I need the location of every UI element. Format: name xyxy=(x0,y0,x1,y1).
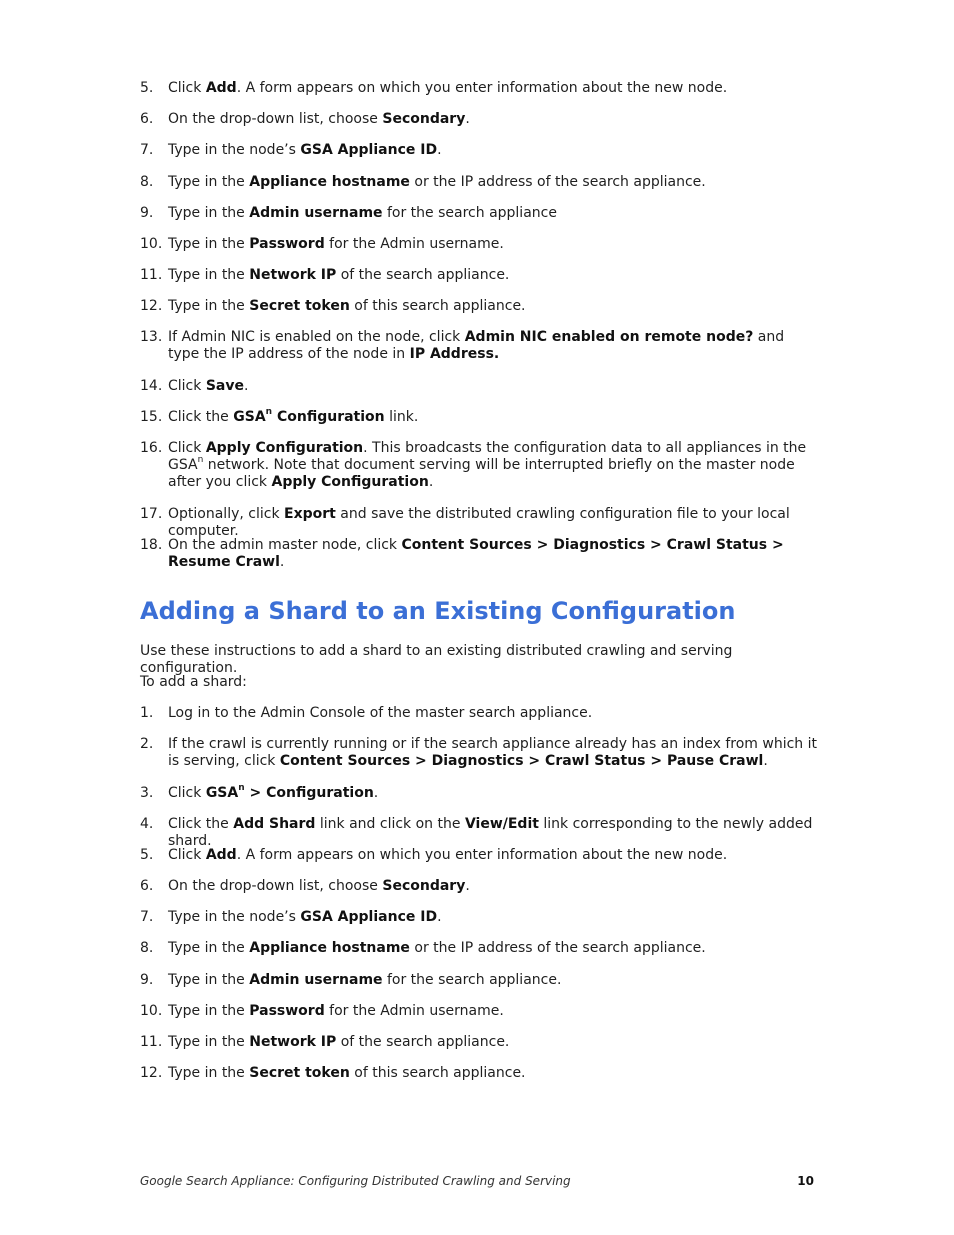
text-run: . xyxy=(763,753,768,769)
list-item-text xyxy=(168,111,818,128)
bold-term: Apply Configuration xyxy=(205,440,364,456)
bold-term: Network IP xyxy=(249,1034,337,1050)
list-item-number: 5. xyxy=(140,847,154,863)
list-item-number: 6. xyxy=(140,111,154,127)
text-run: Type in the xyxy=(168,1003,250,1019)
list-item-number: 6. xyxy=(140,878,154,894)
bold-term: Secret token xyxy=(249,1065,350,1081)
bold-term: Appliance hostname xyxy=(249,174,410,190)
text-run: for the search appliance xyxy=(382,205,557,221)
list-item-text xyxy=(168,940,818,957)
list-item-number: 2. xyxy=(140,736,154,752)
bold-term: GSA xyxy=(205,785,239,801)
text-run: Type in the node’s xyxy=(168,909,301,925)
list-item-text xyxy=(168,878,818,895)
bold-term: > Configuration xyxy=(244,785,374,801)
list-item-text xyxy=(168,1003,818,1020)
list-item-number: 9. xyxy=(140,972,154,988)
text-run: On the admin master node, click xyxy=(168,537,402,553)
list-item-number: 7. xyxy=(140,142,154,158)
text-run: . A form appears on which you enter information about the new node. xyxy=(236,80,728,96)
text-run: Log in to the Admin Console of the master search appliance. xyxy=(168,705,593,721)
list-item-number: 18. xyxy=(140,537,163,553)
bold-term: IP Address. xyxy=(409,346,500,362)
bold-term: Appliance hostname xyxy=(249,940,410,956)
text-run: Type in the xyxy=(168,236,250,252)
list-item-text xyxy=(168,847,818,864)
text-run: Optionally, click xyxy=(168,506,284,522)
bold-term: Password xyxy=(249,236,325,252)
list-item-text xyxy=(168,205,818,222)
text-run: of the search appliance. xyxy=(336,1034,510,1050)
bold-term: Secondary xyxy=(382,111,466,127)
list-item-number: 7. xyxy=(140,909,154,925)
list-item-number: 12. xyxy=(140,1065,163,1081)
bold-term: Apply Configuration xyxy=(271,474,429,490)
list-item-text xyxy=(168,236,818,253)
text-run: for the Admin username. xyxy=(324,1003,504,1019)
bold-term: Admin username xyxy=(249,972,383,988)
text-run: . A form appears on which you enter information about the new node. xyxy=(236,847,728,863)
bold-term: Secondary xyxy=(382,878,466,894)
text-run: for the Admin username. xyxy=(324,236,504,252)
list-item-text xyxy=(168,378,818,395)
list-item-text xyxy=(168,329,818,363)
bold-term: Save xyxy=(205,378,244,394)
text-run: Type in the xyxy=(168,1034,250,1050)
list-item-text xyxy=(168,705,818,722)
bold-term: GSA xyxy=(233,409,266,425)
list-item-text xyxy=(168,1034,818,1051)
list-item-number: 9. xyxy=(140,205,154,221)
list-item-text xyxy=(168,142,818,159)
list-item-number: 8. xyxy=(140,174,154,190)
text-run: Type in the node’s xyxy=(168,142,301,158)
section-heading: Adding a Shard to an Existing Configuration xyxy=(140,597,736,625)
text-run: . xyxy=(437,142,442,158)
text-run: and type the IP address of the node in xyxy=(168,329,785,362)
list-item-number: 16. xyxy=(140,440,163,456)
text-run: link and click on the xyxy=(315,816,465,832)
list-item-text xyxy=(168,440,818,491)
list-item-text xyxy=(168,174,818,191)
text-run: or the IP address of the search appliance. xyxy=(409,174,706,190)
text-run: of this search appliance. xyxy=(349,298,526,314)
text-run: . xyxy=(279,554,285,570)
text-run: Type in the xyxy=(168,267,250,283)
text-run: Click the xyxy=(168,816,234,832)
list-item-text xyxy=(168,785,818,802)
list-item-text xyxy=(168,267,818,284)
list-item-number: 11. xyxy=(140,267,163,283)
text-run: Type in the xyxy=(168,1065,250,1081)
bold-term: Export xyxy=(284,506,336,522)
superscript: n xyxy=(197,455,204,466)
list-item-number: 10. xyxy=(140,236,163,252)
list-item-number: 11. xyxy=(140,1034,163,1050)
intro-paragraph: Use these instructions to add a shard to an existing distributed crawling and serving configuration. xyxy=(140,643,733,676)
text-run: Type in the xyxy=(168,298,250,314)
text-run: of the search appliance. xyxy=(336,267,510,283)
list-item-text xyxy=(168,409,818,426)
text-run: link corresponding to the newly added shard. xyxy=(168,816,813,849)
bold-term: Password xyxy=(249,1003,325,1019)
text-run: Click xyxy=(168,847,206,863)
bold-term: Content Sources > Diagnostics > Crawl Status > Resume Crawl xyxy=(168,537,784,570)
list-item-number: 12. xyxy=(140,298,163,314)
bold-term: Admin username xyxy=(249,205,383,221)
list-item-text xyxy=(168,298,818,315)
text-run: If Admin NIC is enabled on the node, click xyxy=(168,329,465,345)
text-run: . xyxy=(465,878,470,894)
text-run: On the drop-down list, choose xyxy=(168,878,383,894)
text-run: If the crawl is currently running or if the search appliance already has an index from which it is serving, click xyxy=(168,736,817,769)
list-item-text xyxy=(168,972,818,989)
bold-term: View/Edit xyxy=(464,816,539,832)
list-item-number: 1. xyxy=(140,705,154,721)
list-item-number: 14. xyxy=(140,378,163,394)
bold-term: Secret token xyxy=(249,298,350,314)
text-run: On the drop-down list, choose xyxy=(168,111,383,127)
intro-paragraph-2: To add a shard: xyxy=(140,674,247,690)
text-run: . xyxy=(428,474,434,490)
list-item-text xyxy=(168,506,818,540)
footer-title: Google Search Appliance: Configuring Distributed Crawling and Serving xyxy=(140,1174,571,1188)
text-run: network. Note that document serving will be interrupted briefly on the master node after you click xyxy=(168,457,795,490)
list-item-number: 5. xyxy=(140,80,154,96)
bold-term: Configuration xyxy=(272,409,385,425)
bold-term: Add xyxy=(205,847,237,863)
text-run: for the search appliance. xyxy=(382,972,562,988)
list-item-number: 13. xyxy=(140,329,163,345)
text-run: Click xyxy=(168,440,206,456)
list-item-number: 4. xyxy=(140,816,154,832)
text-run: and save the distributed crawling configuration file to your local computer. xyxy=(168,506,790,539)
list-item-number: 3. xyxy=(140,785,154,801)
text-run: Type in the xyxy=(168,972,250,988)
bold-term: Network IP xyxy=(249,267,337,283)
superscript: n xyxy=(238,783,245,794)
superscript: n xyxy=(265,407,273,418)
text-run: of this search appliance. xyxy=(349,1065,526,1081)
list-item-number: 15. xyxy=(140,409,163,425)
bold-term: Add Shard xyxy=(233,816,316,832)
text-run: Click xyxy=(168,785,206,801)
list-item-text xyxy=(168,537,818,571)
text-run: link. xyxy=(384,409,419,425)
bold-term: Add xyxy=(205,80,237,96)
list-item-text xyxy=(168,816,818,850)
bold-term: GSA Appliance ID xyxy=(300,142,438,158)
list-item-text xyxy=(168,80,818,97)
text-run: Click xyxy=(168,378,206,394)
bold-term: Admin NIC enabled on remote node? xyxy=(464,329,754,345)
text-run: Type in the xyxy=(168,940,250,956)
list-item-number: 10. xyxy=(140,1003,163,1019)
text-run: . xyxy=(243,378,249,394)
text-run: . This broadcasts the configuration data to all appliances in the GSA xyxy=(168,440,807,473)
text-run: . xyxy=(437,909,442,925)
list-item-text xyxy=(168,909,818,926)
list-item-number: 17. xyxy=(140,506,163,522)
bold-term: GSA Appliance ID xyxy=(300,909,438,925)
page-number: 10 xyxy=(797,1174,814,1188)
list-item-number: 8. xyxy=(140,940,154,956)
text-run: . xyxy=(465,111,470,127)
text-run: or the IP address of the search appliance. xyxy=(409,940,706,956)
list-item-text xyxy=(168,1065,818,1082)
text-run: Click xyxy=(168,80,206,96)
list-item-text xyxy=(168,736,818,770)
text-run: Type in the xyxy=(168,174,250,190)
text-run: Type in the xyxy=(168,205,250,221)
text-run: . xyxy=(373,785,379,801)
text-run: Click the xyxy=(168,409,234,425)
bold-term: Content Sources > Diagnostics > Crawl Status > Pause Crawl xyxy=(279,753,764,769)
